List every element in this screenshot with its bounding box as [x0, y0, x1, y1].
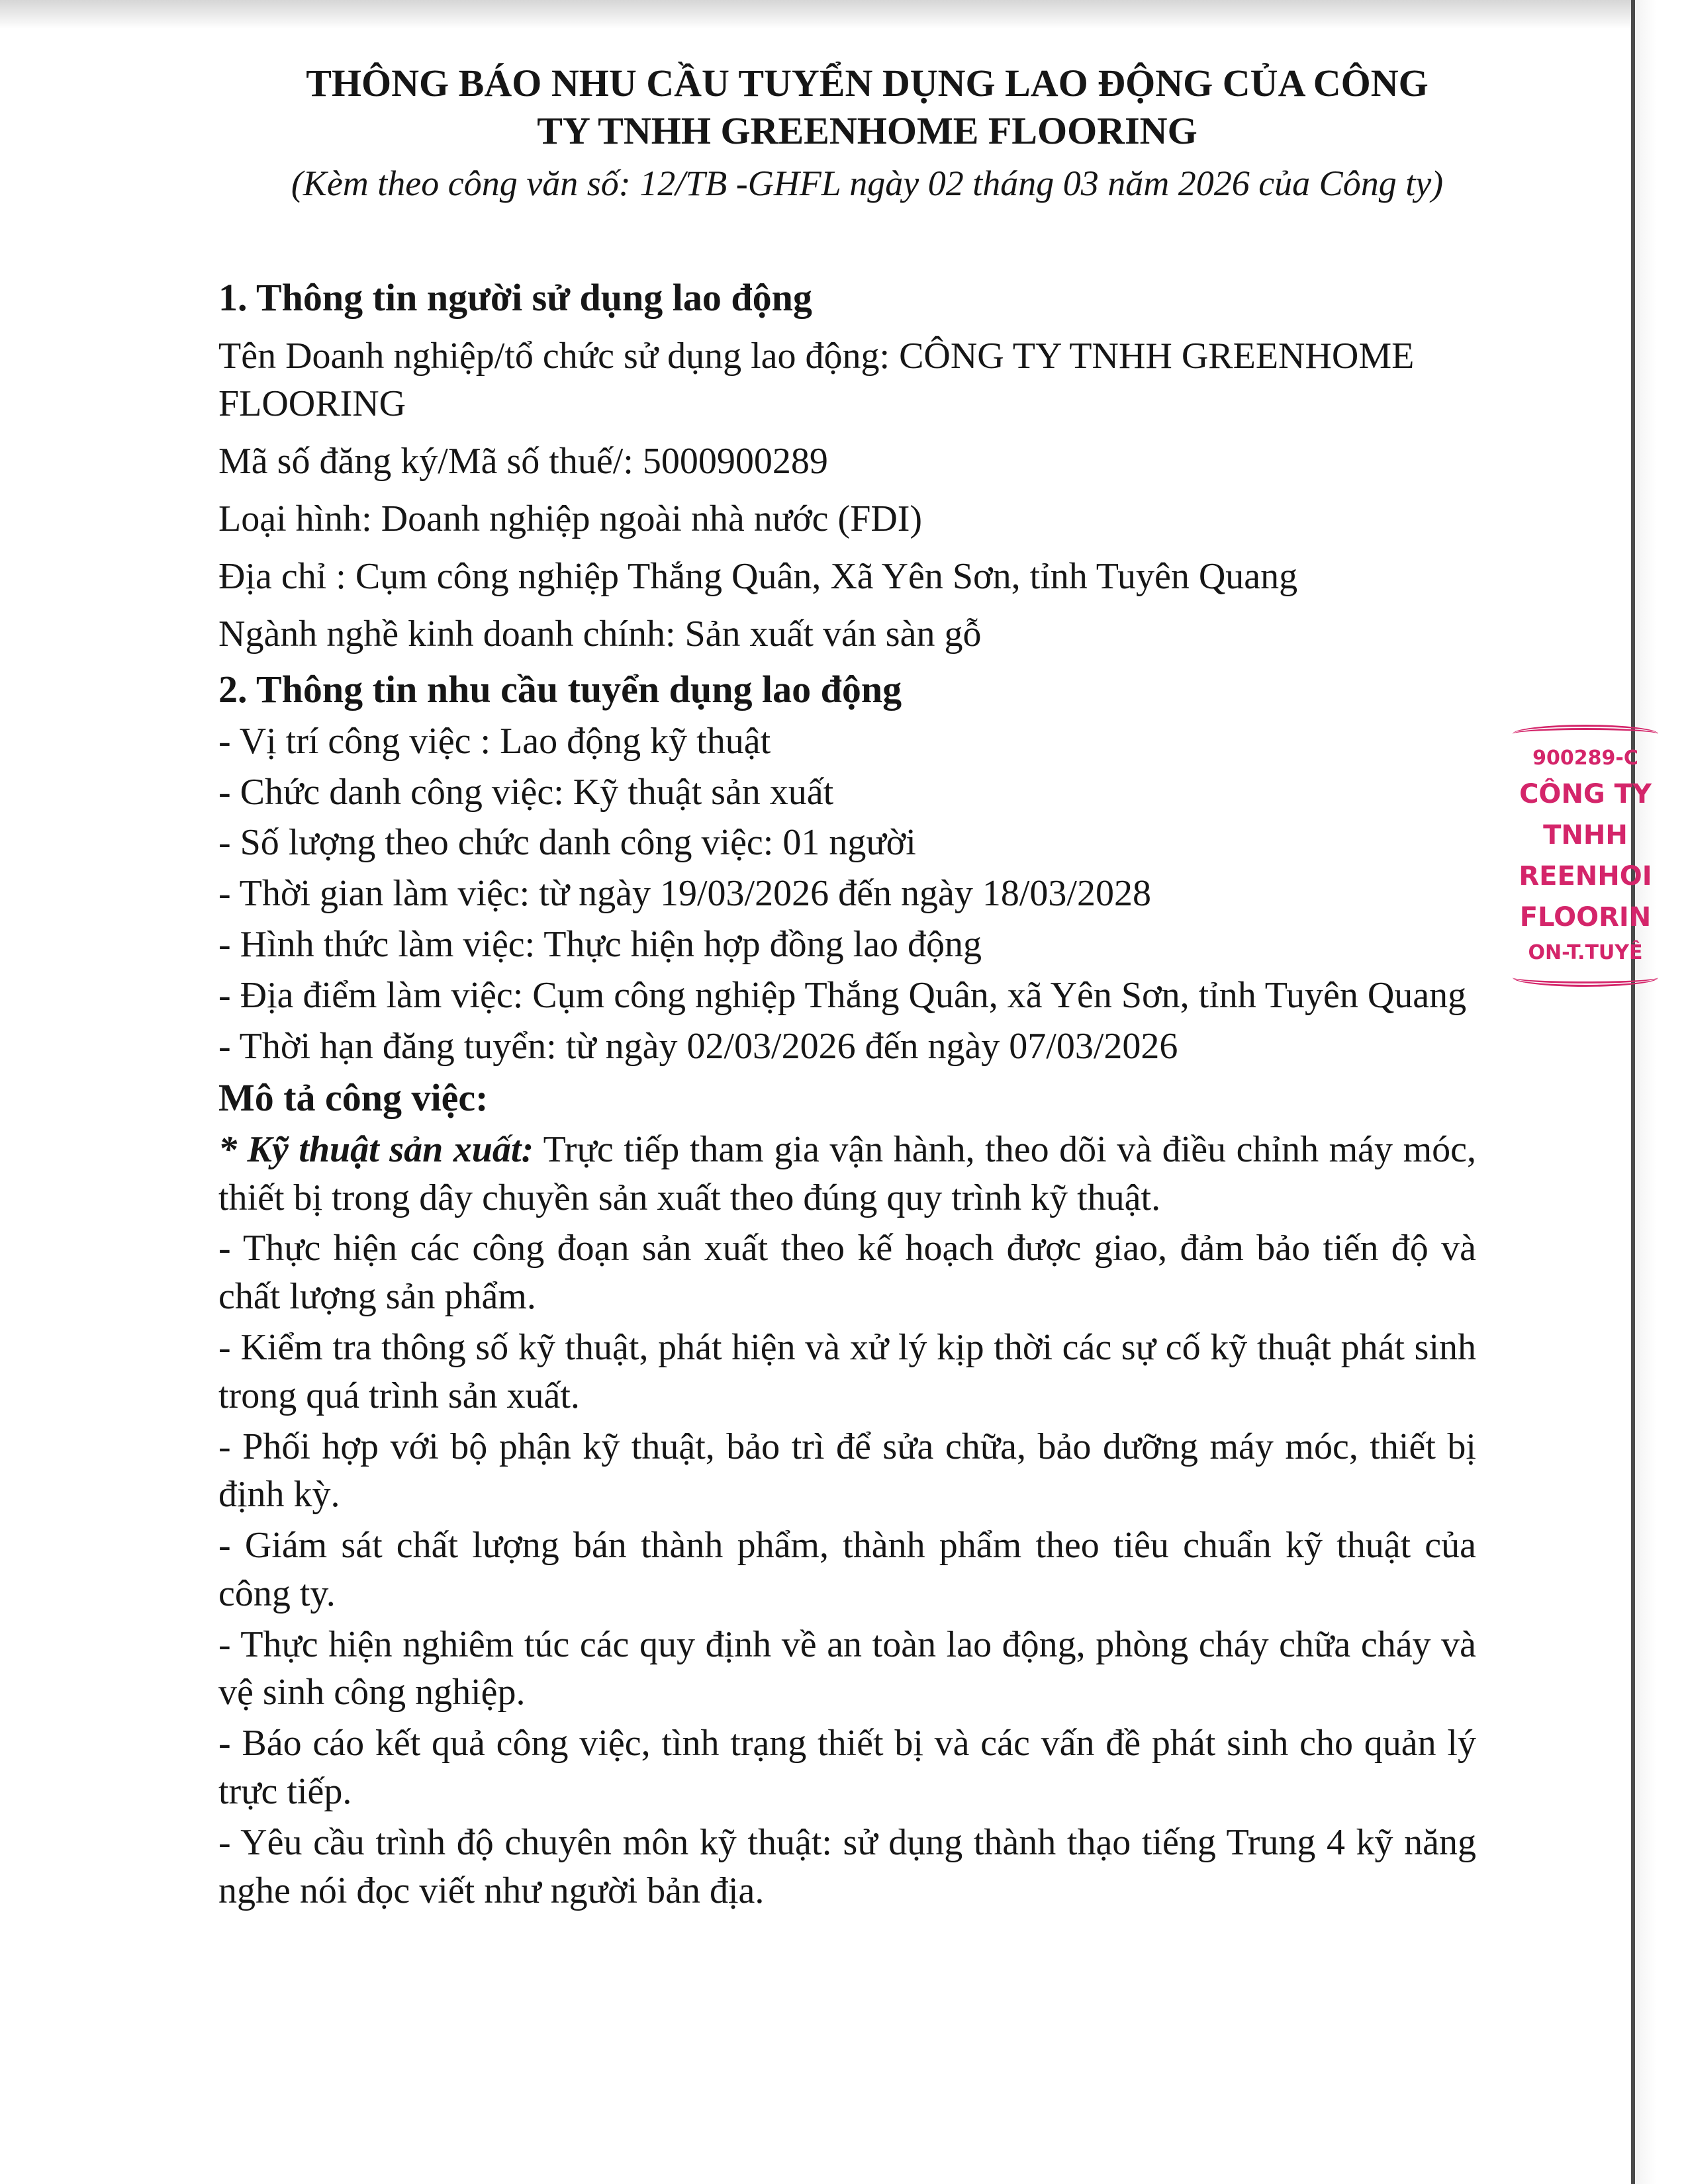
stamp-ring-top — [1513, 725, 1658, 743]
duty-item: - Thực hiện các công đoạn sản xuất theo kế hoạch được giao, đảm bảo tiến độ và chất lượng sản phẩm. — [218, 1228, 1476, 1318]
duty-item: - Yêu cầu trình độ chuyên môn kỹ thuật: sử dụng thành thạo tiếng Trung 4 kỹ năng nghe nói đọc viết như người bản địa. — [218, 1821, 1476, 1911]
document-title — [218, 60, 1476, 155]
stamp-ring-bottom — [1513, 968, 1658, 987]
posting-period: - Thời hạn đăng tuyển: từ ngày 02/03/2026 đến ngày 07/03/2026 — [218, 1025, 1178, 1067]
business-type: Loại hình: Doanh nghiệp ngoài nhà nước (FDI) — [218, 498, 923, 539]
lead-text: Trực tiếp tham gia vận hành, theo dõi và điều chỉnh máy móc, thiết bị trong dây chuyền sản xuất theo đúng quy trình kỹ thuật. — [218, 1128, 1477, 1218]
work-form: - Hình thức làm việc: Thực hiện hợp đồng lao động — [218, 923, 982, 965]
job-title: - Chức danh công việc: Kỹ thuật sản xuất — [218, 771, 834, 813]
duty-item: - Báo cáo kết quả công việc, tình trạng thiết bị và các vấn đề phát sinh cho quản lý trực tiếp. — [218, 1723, 1476, 1813]
job-description-heading: Mô tả công việc: — [218, 1076, 489, 1120]
job-position: - Vị trí công việc : Lao động kỹ thuật — [218, 720, 771, 762]
work-location: - Địa điểm làm việc: Cụm công nghiệp Thắng Quân, xã Yên Sơn, tỉnh Tuyên Quang — [218, 974, 1467, 1016]
scan-page-edge — [1631, 0, 1688, 2184]
stamp-text: CÔNG TY — [1519, 779, 1652, 809]
title-line-2: TY TNHH GREENHOME FLOORING — [537, 109, 1197, 152]
headcount: - Số lượng theo chức danh công việc: 01 người — [218, 822, 916, 864]
main-business: Ngành nghề kinh doanh chính: Sản xuất ván sàn gỗ — [218, 613, 982, 655]
section-2-heading: 2. Thông tin nhu cầu tuyển dụng lao động — [218, 668, 902, 711]
section-2-body — [218, 717, 1476, 1071]
stamp-text: 900289-C — [1532, 747, 1638, 770]
employer-name: Tên Doanh nghiệp/tổ chức sử dụng lao động: CÔNG TY TNHH GREENHOME FLOORING — [218, 335, 1415, 425]
duty-item: - Phối hợp với bộ phận kỹ thuật, bảo trì để sửa chữa, bảo dưỡng máy móc, thiết bị định kỳ. — [218, 1426, 1476, 1516]
lead-label: * Kỹ thuật sản xuất: — [218, 1128, 534, 1170]
duty-item: - Giám sát chất lượng bán thành phẩm, thành phẩm theo tiêu chuẩn kỹ thuật của công ty. — [218, 1525, 1476, 1614]
stamp-text: REENHOI — [1519, 861, 1652, 891]
duty-item: - Thực hiện nghiêm túc các quy định về an toàn lao động, phòng cháy chữa cháy và vệ sinh công nghiệp. — [218, 1623, 1476, 1713]
document-subtitle: (Kèm theo công văn số: 12/TB -GHFL ngày 02 tháng 03 năm 2026 của Công ty) — [291, 163, 1444, 203]
job-description-lead — [218, 1126, 1476, 1222]
section-1-heading: 1. Thông tin người sử dụng lao động — [218, 276, 812, 320]
address: Địa chỉ : Cụm công nghiệp Thắng Quân, Xã Yên Sơn, tỉnh Tuyên Quang — [218, 555, 1298, 597]
stamp-text: FLOORIN — [1519, 902, 1652, 933]
stamp-text: TNHH — [1543, 820, 1628, 850]
job-description-body — [218, 1126, 1476, 1915]
tax-code: Mã số đăng ký/Mã số thuế/: 5000900289 — [218, 441, 828, 482]
stamp-text: ON-T.TUYÊ — [1528, 941, 1643, 964]
company-seal-stamp — [1513, 725, 1658, 1023]
scan-top-shadow — [0, 0, 1688, 29]
duty-item: - Kiểm tra thông số kỹ thuật, phát hiện và xử lý kịp thời các sự cố kỹ thuật phát sinh trong quá trình sản xuất. — [218, 1326, 1476, 1416]
document-page — [218, 60, 1476, 1915]
title-line-1: THÔNG BÁO NHU CẦU TUYỂN DỤNG LAO ĐỘNG CỦA CÔNG — [306, 62, 1429, 105]
work-period: - Thời gian làm việc: từ ngày 19/03/2026 đến ngày 18/03/2028 — [218, 873, 1151, 915]
section-1-body — [218, 332, 1476, 659]
